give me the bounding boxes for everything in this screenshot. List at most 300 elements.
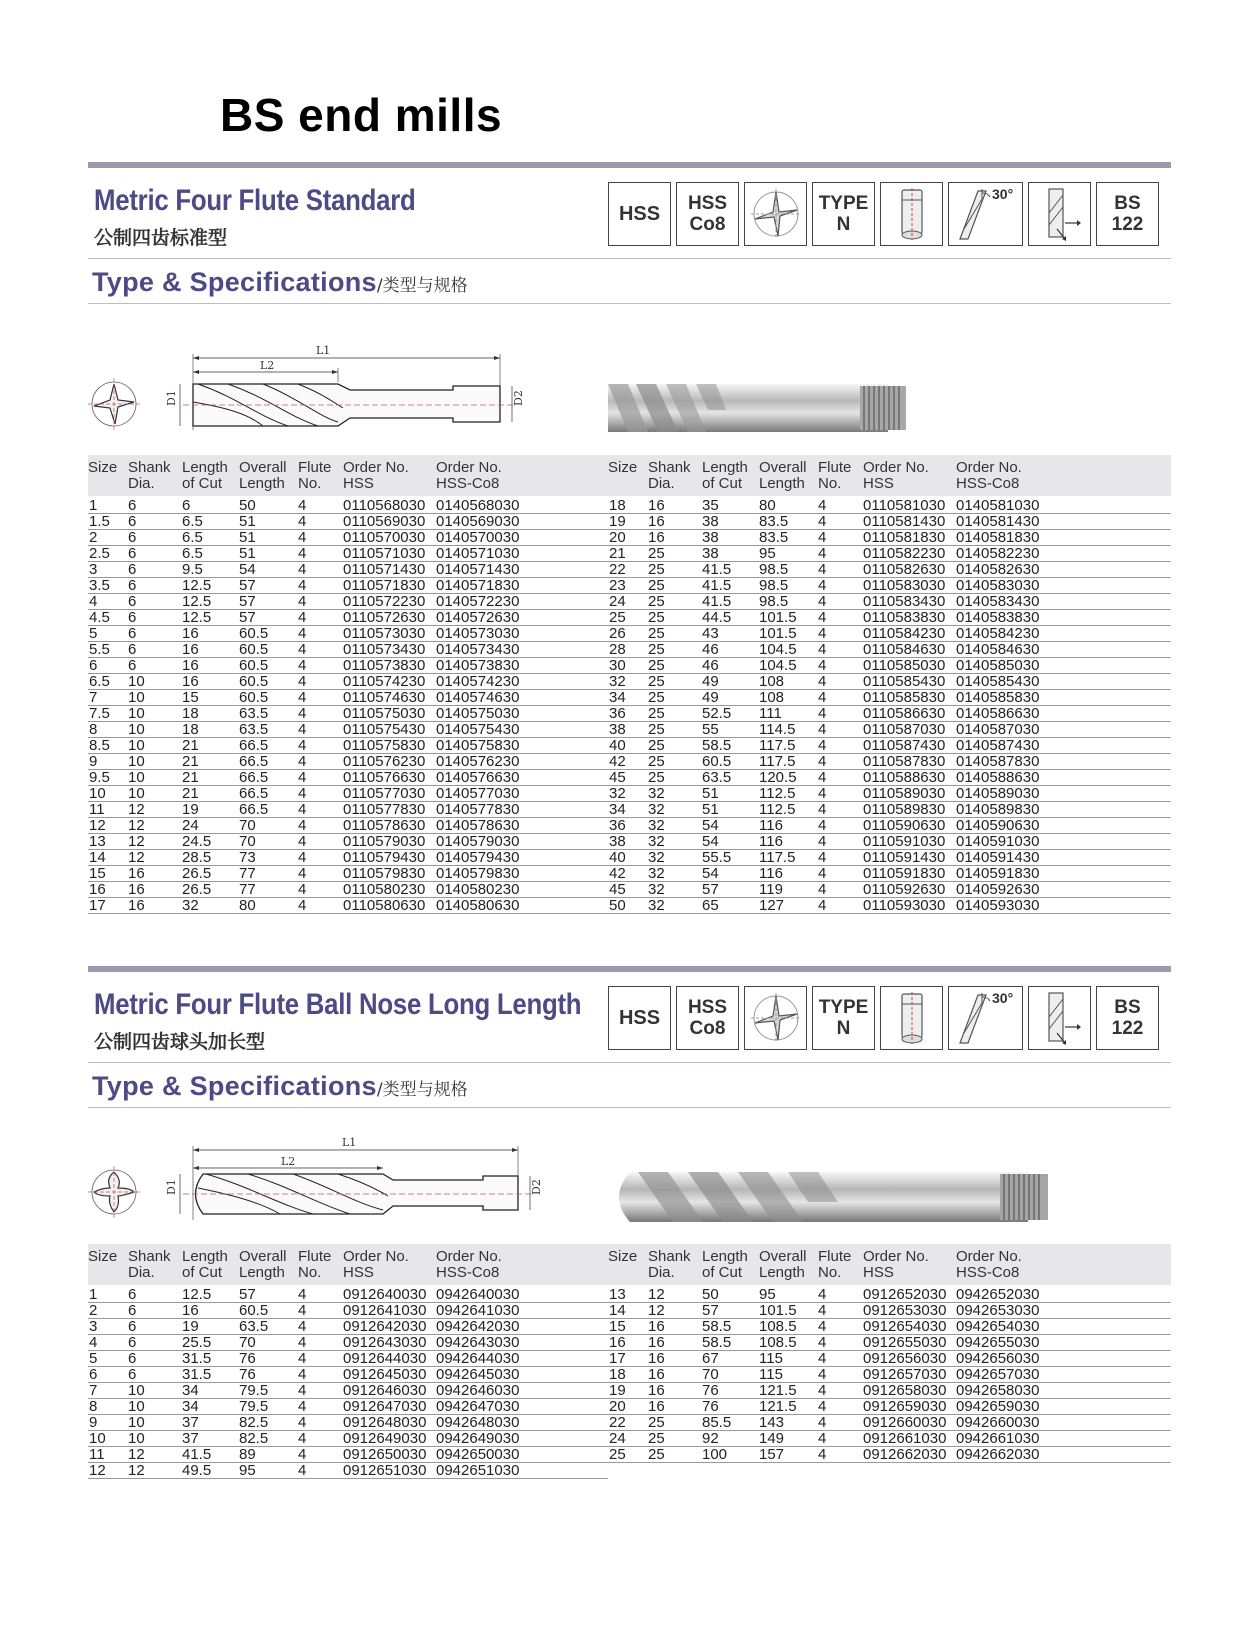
cell-overall-length: 98.5 [759,577,789,594]
cell-size: 36 [609,705,626,722]
cell-size: 30 [609,657,626,674]
cell-flute-no: 4 [818,593,827,610]
cell-overall-length: 66.5 [239,785,269,802]
cell-length-of-cut: 58.5 [702,1334,732,1351]
cell-length-of-cut: 16 [182,673,199,690]
badge-type-line2: N [836,1018,851,1039]
cell-length-of-cut: 6.5 [182,529,203,546]
cell-size: 19 [609,513,626,530]
cell-length-of-cut: 67 [702,1350,719,1367]
cell-order-no-hss-co8: 0140569030 [436,513,520,530]
cell-flute-no: 4 [818,1446,827,1463]
cell-order-no-hss: 0110571830 [343,577,426,594]
cell-flute-no: 4 [818,881,827,898]
cell-flute-no: 4 [818,513,827,530]
cell-order-no-hss-co8: 0140585830 [956,689,1040,706]
table-row [608,818,1171,834]
cell-length-of-cut: 21 [182,753,199,770]
cell-length-of-cut: 15 [182,689,199,706]
cell-size: 14 [89,849,106,866]
table-row [608,610,1171,626]
cell-size: 24 [609,593,626,610]
cell-length-of-cut: 70 [702,1366,719,1383]
column-header-line: of Cut [702,475,743,492]
cell-order-no-hss-co8: 0942653030 [956,1302,1040,1319]
cell-size: 45 [609,881,626,898]
cell-order-no-hss-co8: 0140571030 [436,545,520,562]
table-row [88,866,608,882]
cell-order-no-hss-co8: 0140591430 [956,849,1040,866]
cell-order-no-hss: 0912648030 [343,1414,427,1431]
column-header-line: HSS [343,1264,374,1281]
cell-order-no-hss: 0110572630 [343,609,426,626]
cell-order-no-hss: 0110590630 [863,817,946,834]
helix-angle-icon [950,989,1022,1047]
four-flute-cross-section-icon [747,185,805,243]
cell-order-no-hss-co8: 0140583030 [956,577,1040,594]
cell-size: 22 [609,561,626,578]
cell-size: 19 [609,1382,626,1399]
cell-order-no-hss-co8: 0140588630 [956,769,1040,786]
cell-order-no-hss: 0110581830 [863,529,946,546]
cell-shank-dia: 25 [648,689,665,706]
cell-flute-no: 4 [298,1318,307,1335]
cell-overall-length: 108 [759,673,785,690]
cell-overall-length: 50 [239,497,256,514]
cell-flute-no: 4 [298,1366,307,1383]
cell-shank-dia: 25 [648,753,665,770]
column-header-order-no-hss-co8 [436,460,502,492]
cell-shank-dia: 16 [648,1334,665,1351]
cell-length-of-cut: 34 [182,1398,199,1415]
cell-length-of-cut: 26.5 [182,865,212,882]
cell-overall-length: 51 [239,529,256,546]
cell-size: 11 [89,801,105,818]
cell-flute-no: 4 [818,497,827,514]
cell-flute-no: 4 [818,673,827,690]
cell-order-no-hss: 0110575030 [343,705,426,722]
cell-order-no-hss-co8: 0140575830 [436,737,520,754]
cell-shank-dia: 10 [128,689,145,706]
cell-order-no-hss: 0110584230 [863,625,946,642]
cell-flute-no: 4 [818,561,827,578]
cell-shank-dia: 32 [648,849,665,866]
cell-shank-dia: 10 [128,705,145,722]
cell-shank-dia: 6 [128,657,137,674]
cell-shank-dia: 6 [128,497,137,514]
cell-flute-no: 4 [298,1302,307,1319]
cell-order-no-hss-co8: 0140582630 [956,561,1040,578]
cell-length-of-cut: 16 [182,1302,199,1319]
cell-flute-no: 4 [818,1302,827,1319]
cell-length-of-cut: 92 [702,1430,719,1447]
cell-length-of-cut: 43 [702,625,719,642]
cell-order-no-hss: 0110577030 [343,785,426,802]
cell-flute-no: 4 [298,593,307,610]
cell-order-no-hss-co8: 0942655030 [956,1334,1040,1351]
cell-overall-length: 98.5 [759,593,789,610]
table-row [608,722,1171,738]
cell-length-of-cut: 57 [702,1302,719,1319]
cell-order-no-hss-co8: 0140576230 [436,753,520,770]
cell-shank-dia: 25 [648,625,665,642]
column-header-line: of Cut [182,475,223,492]
cell-shank-dia: 6 [128,545,137,562]
column-header-line: Length [239,1264,285,1281]
cell-overall-length: 157 [759,1446,785,1463]
cell-order-no-hss-co8: 0942659030 [956,1398,1040,1415]
table-row [608,658,1171,674]
table-row [88,530,608,546]
cell-flute-no: 4 [818,1318,827,1335]
cell-order-no-hss: 0110593030 [863,897,946,914]
cell-overall-length: 70 [239,833,256,850]
cell-overall-length: 60.5 [239,1302,269,1319]
cell-overall-length: 117.5 [759,849,796,866]
cell-length-of-cut: 25.5 [182,1334,212,1351]
cell-length-of-cut: 6.5 [182,545,203,562]
cell-length-of-cut: 41.5 [182,1446,212,1463]
column-header-line: Shank [128,1248,171,1265]
table-row [88,658,608,674]
cell-order-no-hss-co8: 0140578630 [436,817,520,834]
column-header-flute-no [298,460,331,492]
column-header-line: Order No. [956,1248,1022,1265]
cell-order-no-hss: 0110573030 [343,625,426,642]
cell-flute-no: 4 [298,1398,307,1415]
cell-order-no-hss-co8: 0140589830 [956,801,1040,818]
table-row [608,546,1171,562]
cell-shank-dia: 16 [648,513,665,530]
column-header-line: Order No. [956,459,1022,476]
cell-size: 38 [609,721,626,738]
cell-order-no-hss-co8: 0140568030 [436,497,520,514]
column-header-line: Size [608,1248,638,1265]
column-header-flute-no [298,1249,331,1281]
cell-order-no-hss-co8: 0942662030 [956,1446,1040,1463]
end-mill-technical-drawing [88,342,548,442]
cell-shank-dia: 12 [648,1302,665,1319]
section-four-flute-ball-nose [88,966,1171,1506]
cell-flute-no: 4 [298,689,307,706]
cell-order-no-hss: 0110589030 [863,785,946,802]
cell-size: 13 [609,1286,626,1303]
cell-size: 42 [609,865,626,882]
cell-shank-dia: 16 [648,1382,665,1399]
column-header-line: of Cut [702,1264,743,1281]
table-row [608,866,1171,882]
cell-order-no-hss: 0912661030 [863,1430,947,1447]
cell-flute-no: 4 [818,753,827,770]
cell-overall-length: 66.5 [239,737,269,754]
cell-size: 5 [89,1350,98,1367]
cell-size: 40 [609,849,626,866]
section-divider [88,966,1171,972]
cell-order-no-hss-co8: 0140583830 [956,609,1040,626]
cell-order-no-hss-co8: 0942651030 [436,1462,520,1479]
cell-flute-no: 4 [298,673,307,690]
cell-shank-dia: 25 [648,641,665,658]
column-header-line: Shank [128,459,171,476]
column-header-length-of-cut [182,1249,228,1281]
column-header-line: HSS-Co8 [436,1264,500,1281]
badge-type-line1: TYPE [818,193,869,214]
cell-order-no-hss-co8: 0942648030 [436,1414,520,1431]
cell-order-no-hss: 0110585830 [863,689,946,706]
cell-length-of-cut: 18 [182,705,199,722]
cell-order-no-hss: 0110583030 [863,577,946,594]
badge-type-line2: N [836,214,851,235]
cell-shank-dia: 10 [128,737,145,754]
cell-overall-length: 57 [239,593,256,610]
cell-shank-dia: 16 [648,1350,665,1367]
column-header-overall-length [239,1249,287,1281]
table-row [608,898,1171,914]
ball-nose-product-photo [608,1166,1048,1228]
cell-size: 8.5 [89,737,110,754]
divider [88,258,1171,259]
cell-shank-dia: 25 [648,673,665,690]
cell-order-no-hss-co8: 0140575430 [436,721,520,738]
column-header-overall-length [759,460,807,492]
cell-overall-length: 66.5 [239,769,269,786]
cell-order-no-hss: 0110579030 [343,833,426,850]
cell-length-of-cut: 34 [182,1382,199,1399]
cell-order-no-hss-co8: 0140573030 [436,625,520,642]
cell-size: 2 [89,529,98,546]
column-header-line: Length [239,475,285,492]
table-row [88,514,608,530]
cell-length-of-cut: 21 [182,737,199,754]
column-header-line: Size [88,459,118,476]
cell-order-no-hss-co8: 0140572230 [436,593,520,610]
cell-order-no-hss-co8: 0140584630 [956,641,1040,658]
column-header-order-no-hss-co8 [956,460,1022,492]
cell-size: 22 [609,1414,626,1431]
column-header-line: Overall [239,459,287,476]
cell-order-no-hss: 0110582630 [863,561,946,578]
cell-order-no-hss: 0110583830 [863,609,946,626]
table-row [608,850,1171,866]
badge-type-n [812,986,875,1050]
cell-size: 34 [609,801,626,818]
cell-overall-length: 111 [759,705,782,722]
cell-size: 20 [609,1398,626,1415]
cell-flute-no: 4 [818,625,827,642]
threaded-shank-icon [892,990,932,1046]
cell-overall-length: 60.5 [239,657,269,674]
cell-overall-length: 83.5 [759,529,789,546]
cell-length-of-cut: 41.5 [702,561,732,578]
cell-order-no-hss-co8: 0140580630 [436,897,520,914]
badge-hss-co8-line2: Co8 [689,214,726,235]
cell-flute-no: 4 [818,1430,827,1447]
cell-order-no-hss: 0912654030 [863,1318,947,1335]
cell-flute-no: 4 [818,1414,827,1431]
cell-size: 15 [609,1318,626,1335]
table-row [608,1431,1171,1447]
cell-flute-no: 4 [818,721,827,738]
cell-size: 9.5 [89,769,110,786]
cell-shank-dia: 25 [648,705,665,722]
cell-overall-length: 121.5 [759,1398,797,1415]
cell-length-of-cut: 9.5 [182,561,203,578]
table-row [88,1351,608,1367]
cell-size: 14 [609,1302,626,1319]
cell-shank-dia: 25 [648,1446,665,1463]
cell-flute-no: 4 [298,545,307,562]
cell-order-no-hss-co8: 0140571830 [436,577,520,594]
table-row [88,1415,608,1431]
table-row [88,642,608,658]
column-header-line: Length [702,459,748,476]
cell-size: 16 [609,1334,626,1351]
cell-length-of-cut: 41.5 [702,593,732,610]
cell-overall-length: 63.5 [239,705,269,722]
cell-shank-dia: 16 [648,497,665,514]
cell-length-of-cut: 19 [182,1318,199,1335]
cell-order-no-hss: 0110591830 [863,865,946,882]
cell-order-no-hss: 0912653030 [863,1302,947,1319]
cell-order-no-hss: 0110570030 [343,529,426,546]
cell-length-of-cut: 16 [182,657,199,674]
cell-shank-dia: 32 [648,833,665,850]
table-row [608,626,1171,642]
badge-hss-co8-line1: HSS [687,193,728,214]
cell-order-no-hss: 0912652030 [863,1286,947,1303]
badge-cutting-direction [1028,182,1091,246]
cell-size: 13 [89,833,106,850]
table-row [608,1383,1171,1399]
cell-overall-length: 101.5 [759,1302,797,1319]
column-header-order-no-hss [343,460,409,492]
cell-size: 4.5 [89,609,110,626]
cell-order-no-hss-co8: 0942650030 [436,1446,520,1463]
cell-shank-dia: 6 [128,609,137,626]
badge-cutting-direction [1028,986,1091,1050]
cell-order-no-hss: 0110592630 [863,881,946,898]
cell-flute-no: 4 [298,737,307,754]
cell-overall-length: 104.5 [759,641,797,658]
cell-order-no-hss-co8: 0942652030 [956,1286,1040,1303]
cell-shank-dia: 12 [128,849,145,866]
cell-order-no-hss-co8: 0140576630 [436,769,520,786]
cell-order-no-hss: 0912657030 [863,1366,947,1383]
column-header-length-of-cut [702,460,748,492]
cell-size: 6.5 [89,673,110,690]
column-header-size [608,1249,637,1265]
cell-shank-dia: 6 [128,529,137,546]
cell-flute-no: 4 [818,833,827,850]
column-header-line: Dia. [648,1264,675,1281]
cell-flute-no: 4 [298,1350,307,1367]
cell-size: 6 [89,1366,98,1383]
column-header-order-no-hss-co8 [956,1249,1022,1281]
cell-order-no-hss-co8: 0140570030 [436,529,520,546]
cell-length-of-cut: 49.5 [182,1462,212,1479]
cell-size: 26 [609,625,626,642]
cell-order-no-hss-co8: 0942644030 [436,1350,520,1367]
column-header-line: Flute [298,1248,332,1265]
cell-flute-no: 4 [818,577,827,594]
cell-shank-dia: 25 [648,657,665,674]
cell-size: 20 [609,529,626,546]
cell-flute-no: 4 [818,785,827,802]
cell-overall-length: 95 [759,1286,776,1303]
cell-shank-dia: 25 [648,577,665,594]
cell-overall-length: 73 [239,849,256,866]
cell-size: 9 [89,1414,98,1431]
table-row [88,562,608,578]
spec-title-en: Type & Specifications [92,1071,377,1101]
cell-shank-dia: 25 [648,721,665,738]
cell-length-of-cut: 6.5 [182,513,203,530]
cell-shank-dia: 32 [648,817,665,834]
cell-length-of-cut: 85.5 [702,1414,732,1431]
cell-order-no-hss: 0912660030 [863,1414,947,1431]
cell-overall-length: 143 [759,1414,785,1431]
cell-order-no-hss: 0912658030 [863,1382,947,1399]
cell-shank-dia: 25 [648,1414,665,1431]
cell-shank-dia: 6 [128,641,137,658]
table-row [88,802,608,818]
cell-flute-no: 4 [818,1286,827,1303]
cell-shank-dia: 10 [128,1430,145,1447]
cell-order-no-hss: 0110569030 [343,513,426,530]
cell-order-no-hss-co8: 0140577830 [436,801,520,818]
badge-hss-co8-line2: Co8 [689,1018,726,1039]
cell-order-no-hss: 0110576230 [343,753,426,770]
cell-size: 32 [609,673,626,690]
cell-order-no-hss: 0912656030 [863,1350,947,1367]
badge-hss [608,182,671,246]
cell-size: 9 [89,753,98,770]
column-header-line: Overall [759,459,807,476]
cell-order-no-hss: 0110586630 [863,705,946,722]
cell-flute-no: 4 [298,753,307,770]
cell-order-no-hss: 0110581430 [863,513,946,530]
cell-order-no-hss-co8: 0942649030 [436,1430,520,1447]
helix-angle-label: 30° [991,186,1013,202]
cell-order-no-hss: 0110568030 [343,497,426,514]
table-row [88,1367,608,1383]
cell-flute-no: 4 [818,705,827,722]
cell-overall-length: 121.5 [759,1382,797,1399]
cell-flute-no: 4 [818,641,827,658]
spec-title [92,267,468,298]
column-header-line: Dia. [128,1264,155,1281]
cell-order-no-hss-co8: 0140573830 [436,657,520,674]
cell-size: 25 [609,1446,626,1463]
cell-flute-no: 4 [818,1334,827,1351]
cell-overall-length: 83.5 [759,513,789,530]
section-title: Metric Four Flute Standard [94,184,416,217]
cell-overall-length: 79.5 [239,1398,269,1415]
column-header-line: Flute [818,1248,852,1265]
cell-order-no-hss-co8: 0140580230 [436,881,520,898]
table-row [608,882,1171,898]
table-row [88,578,608,594]
badge-helix-angle [948,182,1023,246]
cell-order-no-hss: 0110583430 [863,593,946,610]
cell-size: 17 [609,1350,626,1367]
cell-shank-dia: 25 [648,609,665,626]
column-header-line: Size [88,1248,118,1265]
badge-hss-label: HSS [618,1007,661,1029]
cell-order-no-hss: 0110589830 [863,801,946,818]
cell-shank-dia: 12 [128,833,145,850]
cell-length-of-cut: 60.5 [702,753,732,770]
